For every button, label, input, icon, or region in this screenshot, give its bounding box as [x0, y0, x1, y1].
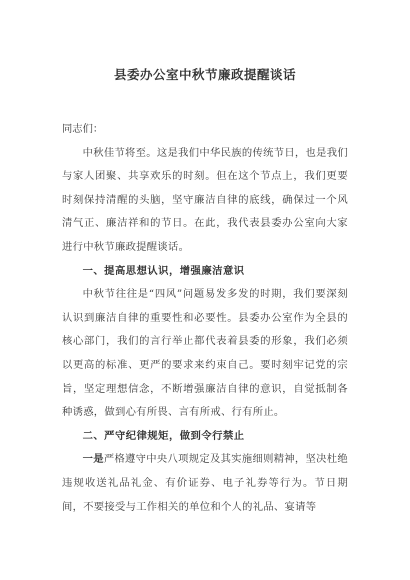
intro-paragraph: 中秋佳节将至。这是我们中华民族的传统节日，也是我们与家人团聚、共享欢乐的时刻。但在这个节点上，我们更要时刻保持清醒的头脑，坚守廉洁自律的底线，确保过一个风清气正、廉洁祥和的节日。在此，我代表县委办公室向大家进行中秋节廉政提醒谈话。 — [62, 146, 348, 253]
section-heading-1: 一、提高思想认识，增强廉洁意识 — [82, 264, 245, 277]
document-body — [62, 118, 348, 519]
section-body-1: 中秋节往往是“四风”问题易发多发的时期，我们要深刻认识到廉洁自律的重要性和必要性。县委办公室作为全县的核心部门，我们的言行举止都代表着县委的形象，我们必须以更高的标准、更严的要求来约束自己。要时刻牢记党的宗旨，坚定理想信念，不断增强廉洁自律的意识，自觉抵制各种诱惑，做到心有所畏、言有所戒、行有所止。 — [62, 288, 348, 419]
section-body-2-text: 严格遵守中央八项规定及其实施细则精神，坚决杜绝违规收送礼品礼金、有价证券、电子礼券等行为。节日期间，不要接受与工作相关的单位和个人的礼品、宴请等 — [62, 453, 348, 513]
document-title: 县委办公室中秋节廉政提醒谈话 — [113, 67, 296, 82]
section-lead-label: 一是 — [82, 453, 104, 466]
section-heading-2: 二、严守纪律规矩，做到令行禁止 — [82, 429, 245, 442]
section-body-2 — [62, 448, 348, 519]
salutation: 同志们： — [62, 123, 104, 135]
